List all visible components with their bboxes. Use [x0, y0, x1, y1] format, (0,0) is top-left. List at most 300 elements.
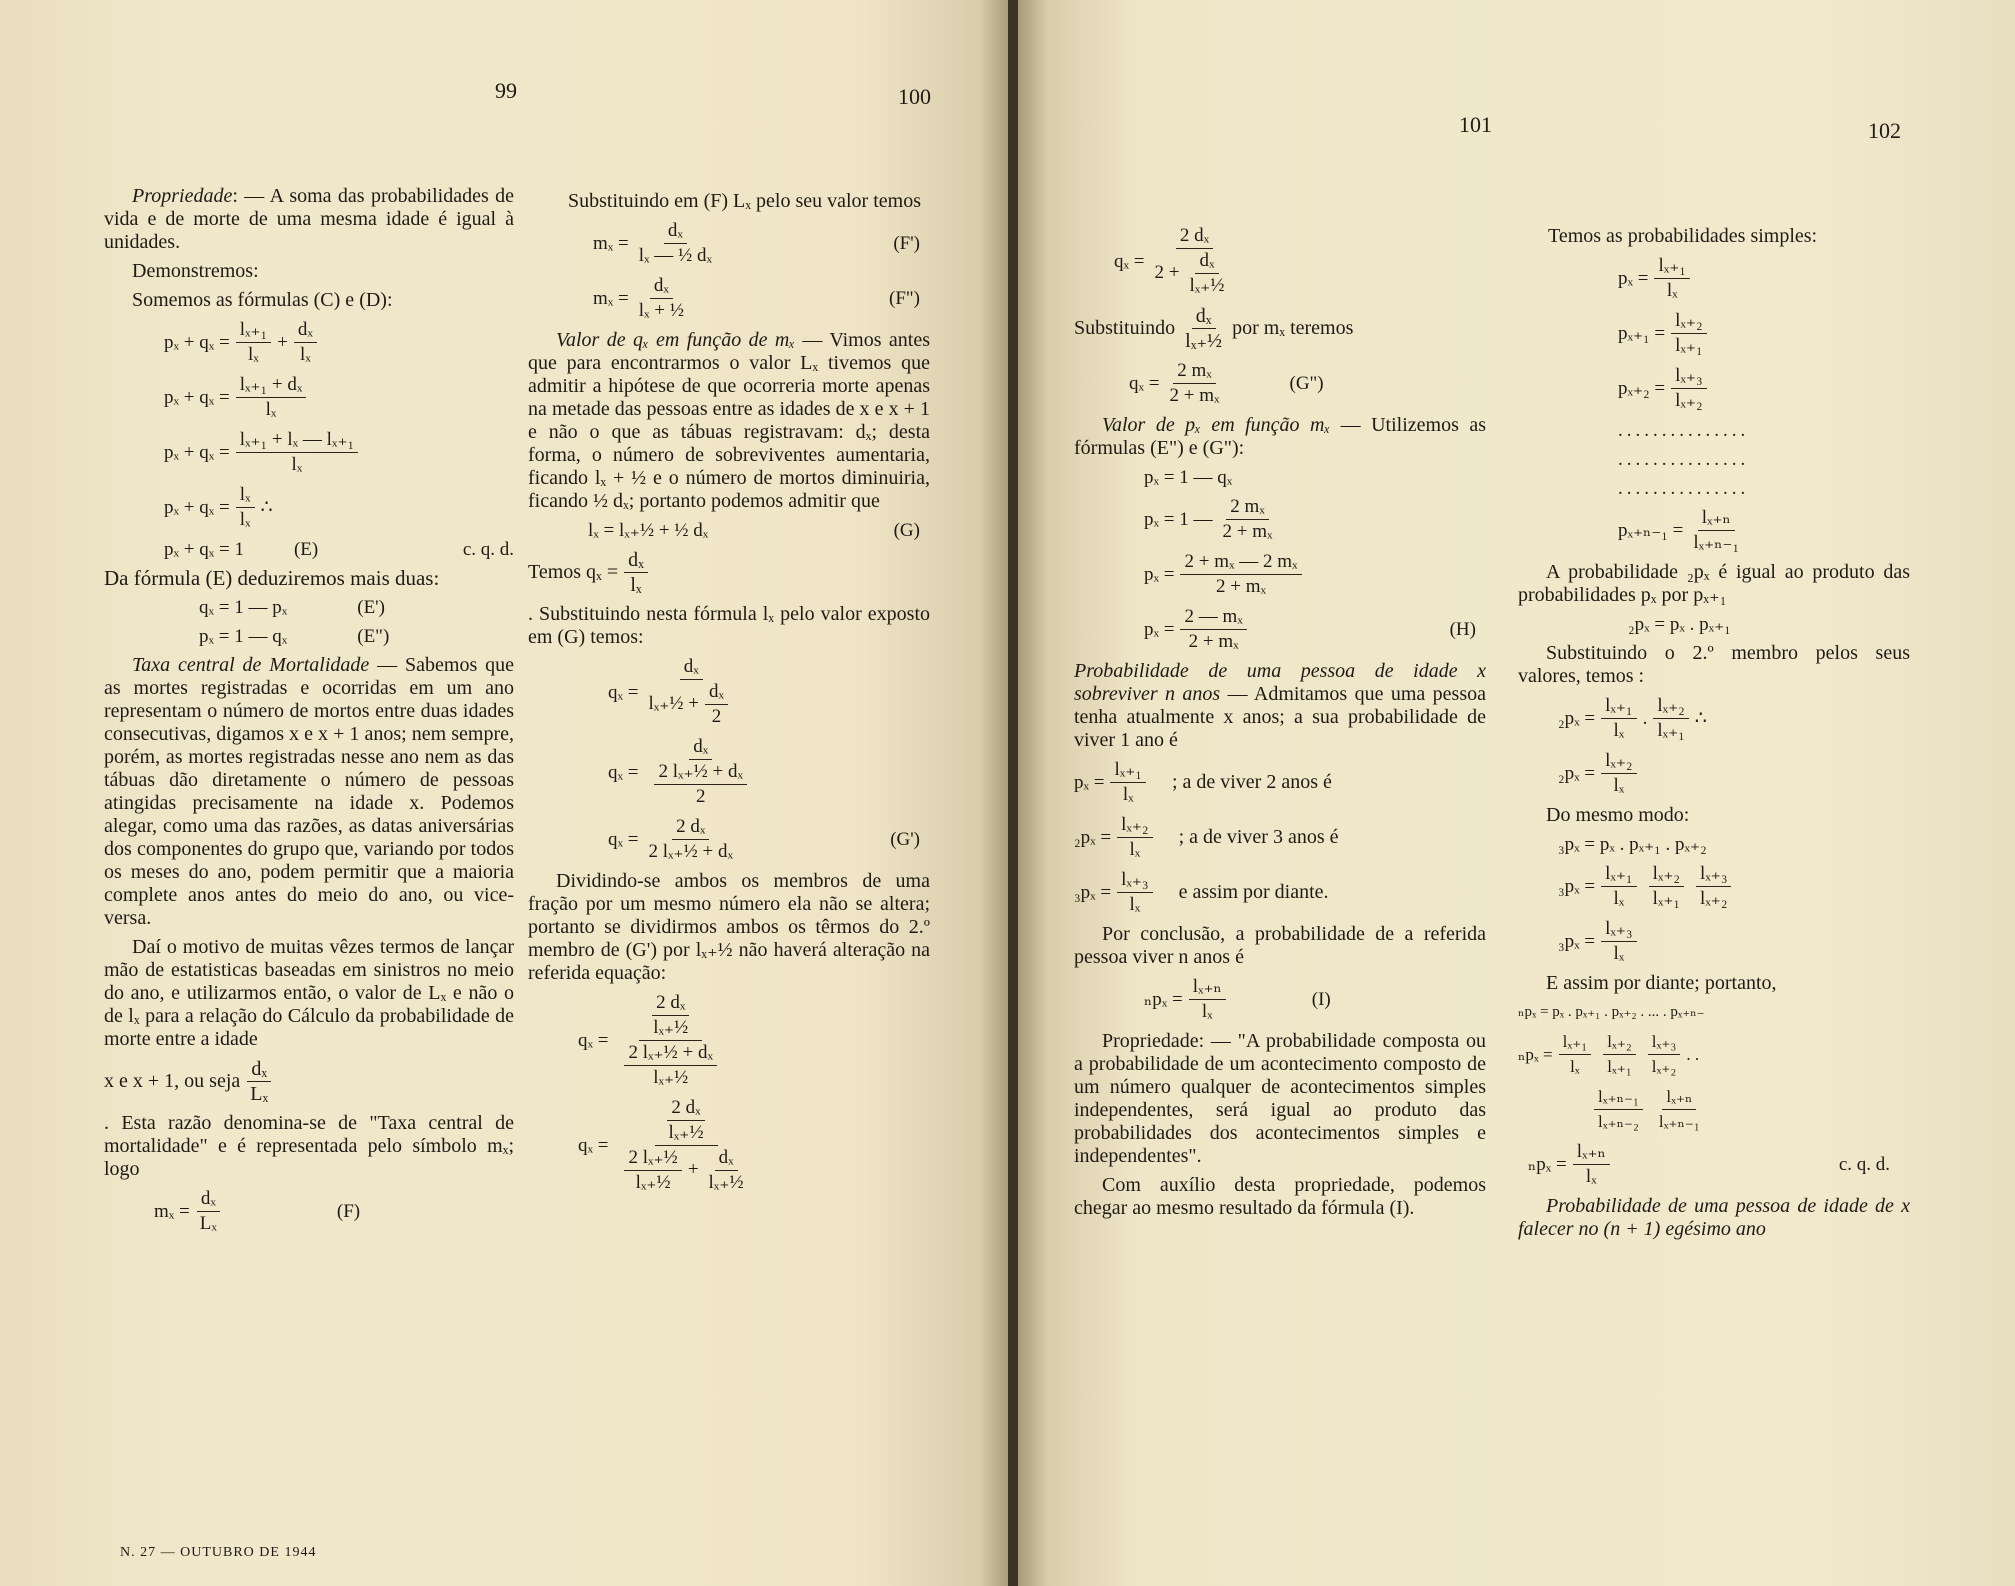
dai-text: Daí o motivo de muitas vêzes termos de lançar mão de estatisticas baseadas em sinistros no meio do ano, e utilizarmos então, o valor de Lₓ e não o de lₓ para a relação do Cálculo da probabilidade de morte entre a idade: [104, 936, 514, 1050]
fraction: [1654, 254, 1689, 303]
fraction: [1601, 694, 1636, 743]
probabilidade-paragraph: [1074, 660, 1486, 752]
page-number-102: 102: [1868, 118, 1901, 143]
eq-text: e assim por diante.: [1178, 881, 1329, 903]
fraction: [705, 1146, 748, 1195]
denominator: lₓ: [1585, 1166, 1597, 1187]
subst-post: por mₓ teremos: [1232, 317, 1354, 339]
eq-body: lₓ = lₓ₊½ + ½ dₓ: [588, 520, 709, 541]
equation-f: [154, 1187, 514, 1236]
numerator: 2 dₓ: [652, 991, 689, 1016]
equation-e3: [164, 428, 514, 477]
numerator: dₓ: [247, 1057, 271, 1082]
denominator: lₓ: [1613, 943, 1625, 964]
equation-i: [1144, 975, 1486, 1024]
equation-q1: [608, 655, 930, 729]
numerator: lₓ₊₂: [1601, 749, 1636, 774]
temos-post: . Substituindo nesta fórmula lₓ pelo valor exposto em (G) temos:: [528, 603, 930, 648]
fraction: [236, 318, 271, 367]
denominator: lₓ: [1570, 1057, 1580, 1076]
operator: +: [277, 332, 288, 353]
numerator: dₓ: [689, 735, 712, 760]
cqd: c. q. d.: [1838, 1154, 1890, 1175]
probabilidade-title: Probabilidade de uma pessoa de idade x sobreviver n anos: [1074, 660, 1486, 705]
eq-lhs: mₓ =: [593, 233, 629, 254]
den-part: lₓ₊½ +: [648, 692, 700, 714]
equation-g: [588, 519, 930, 542]
conclusao-paragraph: Por conclusão, a probabilidade de a referida pessoa viver n anos é: [1074, 923, 1486, 968]
eq-lhs: pₓ₊ₙ₋₁ =: [1618, 520, 1684, 541]
denominator: lₓ₊ₙ₋₂: [1598, 1112, 1639, 1131]
demonstremos: Demonstremos:: [132, 260, 259, 282]
equation-r8: ₃pₓ = pₓ . pₓ₊₁ . pₓ₊₂: [1558, 834, 1707, 855]
fraction: [1671, 364, 1706, 413]
numerator: lₓ₊₂: [1653, 694, 1688, 719]
cqd: c. q. d.: [462, 539, 514, 560]
dots-row: ...............: [1618, 449, 1750, 470]
numerator: dₓ: [197, 1187, 220, 1212]
numerator: lₓ₊₂: [1603, 1030, 1636, 1055]
equation-r9: [1558, 862, 1910, 911]
dai-paragraph: [104, 936, 514, 1051]
equation-s3: [1074, 868, 1486, 917]
fraction: [654, 760, 747, 809]
taxa-title: Taxa central de Mortalidade: [132, 654, 370, 676]
denominator: lₓ₊½: [668, 1122, 704, 1143]
numerator: lₓ₊₂: [1649, 862, 1684, 887]
property-text: : — A soma das probabilidades de vida e de morte de uma mesma idade é igual à unidades.: [104, 185, 514, 253]
fraction: [1559, 1030, 1592, 1079]
eq-lhs: pₓ =: [1618, 268, 1649, 289]
denominator: lₓ₊½: [653, 1067, 689, 1088]
eq-lhs: qₓ =: [608, 829, 639, 850]
operator: .: [1642, 708, 1648, 729]
denominator: lₓ: [239, 509, 251, 530]
fraction: [246, 1057, 272, 1106]
fraction: [1185, 249, 1228, 298]
equation-r4: [1618, 506, 1910, 555]
numerator: lₓ₊ₙ: [1698, 506, 1735, 531]
denominator: lₓ₊½: [708, 1172, 744, 1193]
numerator: lₓ₊ₙ: [1189, 975, 1226, 1000]
numerator: lₓ₊₂: [1671, 309, 1706, 334]
eq-lhs: ₙpₓ =: [1144, 989, 1183, 1010]
numerator: dₓ: [294, 318, 317, 343]
fraction: [1648, 1030, 1681, 1079]
substituindo-line: [1074, 304, 1486, 353]
numerator: lₓ₊₃: [1648, 1030, 1681, 1055]
denominator: lₓ — ½ dₓ: [638, 245, 713, 266]
fraction: [236, 428, 358, 477]
ellipsis: . .: [1686, 1045, 1700, 1064]
equation-p2: [1144, 495, 1486, 544]
eq-lhs: pₓ₊₂ =: [1618, 378, 1666, 399]
numerator: lₓ₊₃: [1696, 862, 1731, 887]
subst-pre: Substituindo: [1074, 317, 1176, 339]
denominator: [1150, 249, 1238, 298]
equation-q3: [608, 815, 930, 864]
denominator: [644, 680, 738, 729]
denominator: lₓ₊ₙ₋₁: [1693, 532, 1740, 553]
numerator: lₓ₊₁: [1559, 1030, 1592, 1055]
eq-tag: (F"): [889, 288, 920, 309]
right-page: [1018, 0, 2015, 1586]
eq-body: pₓ + qₓ = 1: [164, 539, 244, 560]
eq-lhs: qₓ =: [608, 761, 639, 783]
eq-lhs: qₓ =: [1129, 373, 1160, 394]
column-2: [528, 190, 930, 1201]
fraction: [1649, 862, 1684, 911]
eq-lhs: pₓ = 1 —: [1144, 509, 1213, 530]
eq-lhs: mₓ =: [154, 1201, 190, 1222]
equation-e7: [199, 625, 514, 648]
equation-p3: [1144, 550, 1486, 599]
numerator: 2 lₓ₊½ + dₓ: [654, 760, 747, 785]
equation-r10: [1558, 917, 1910, 966]
denominator: lₓ₊₁: [1675, 335, 1703, 356]
taxa-text: — Sabemos que as mortes registradas e ocorridas em um ano representam o número de mortos entre duas idades consecutivas, digamos x e x + 1 anos; nem sempre, porém, as mortes registradas nesse ano nem as das tábuas dão diretamente o número de pessoas atingidas precisamente na idade x. Podemos alegar, como uma das razões, as datas aniversárias dos componentes do grupo que, variando por todos os meses do ano, podem permitir que a maioria complete anos antes do meio do ano, ou vice-versa.: [104, 654, 515, 929]
numerator: lₓ₊₁: [1601, 862, 1636, 887]
denominator: 2 + mₓ: [1169, 385, 1220, 406]
equation-e5: [164, 538, 514, 561]
fraction: [644, 655, 738, 729]
denominator: 2: [696, 786, 706, 807]
valor-p-title: Valor de pₓ em função mₓ: [1102, 414, 1331, 436]
numerator: 2 mₓ: [1173, 359, 1216, 384]
denominator: 2: [711, 706, 722, 727]
numerator: lₓ: [236, 483, 255, 508]
fraction: [1189, 975, 1226, 1024]
eq-text: ; a de viver 2 anos é: [1171, 771, 1332, 793]
denominator: [614, 1146, 757, 1195]
dots-row: ...............: [1618, 478, 1750, 499]
equation-r7: [1558, 749, 1910, 798]
e-assim: E assim por diante; portanto,: [1546, 972, 1777, 994]
numerator: dₓ: [715, 1146, 738, 1171]
fraction: [624, 1041, 717, 1090]
eq-lhs: ₂pₓ =: [1558, 763, 1596, 784]
fraction: [1165, 359, 1223, 408]
equation-r11: ₙpₓ = pₓ . pₓ₊₁ . pₓ₊₂ . ... . pₓ₊ₙ₋: [1518, 1004, 1705, 1020]
fraction: [1601, 917, 1636, 966]
denominator: lₓ: [1613, 775, 1625, 796]
denominator: Lₓ: [250, 1083, 269, 1105]
temos-pre: Temos qₓ =: [528, 561, 619, 583]
eq-lhs: pₓ + qₓ =: [164, 387, 230, 408]
numerator: lₓ₊₁: [1601, 694, 1636, 719]
equation-r13: [1588, 1085, 1910, 1134]
eq-tag: (G'): [890, 829, 920, 850]
dots-row: ...............: [1618, 420, 1750, 441]
ou-seja-line: [104, 1057, 514, 1106]
denominator: lₓ: [265, 399, 277, 420]
equation-e2: [164, 373, 514, 422]
numerator: 2 — mₓ: [1180, 605, 1246, 630]
numerator: 2 lₓ₊½ + dₓ: [624, 1041, 717, 1066]
eq-lhs: ₃pₓ =: [1558, 931, 1596, 952]
denominator: 2 lₓ₊½ + dₓ: [648, 841, 734, 862]
propriedade-2: Propriedade: — "A probabilidade composta ou a probabilidade de um acontecimento composto de um número qualquer de acontecimentos simples independentes, será igual ao produto das probabilidades dos acontecimentos simples e independentes".: [1074, 1030, 1486, 1167]
numerator: lₓ₊₂: [1117, 813, 1152, 838]
denominator: lₓ: [1613, 720, 1625, 741]
denominator: lₓ₊½: [1185, 330, 1223, 352]
page-number-100: 100: [898, 84, 931, 109]
fraction: [1653, 694, 1688, 743]
numerator: lₓ₊₃: [1117, 868, 1152, 893]
denominator: lₓ: [1201, 1001, 1213, 1022]
numerator: dₓ: [1195, 249, 1218, 274]
eq-lhs: pₓ =: [1144, 619, 1175, 640]
eq-tag: (E"): [357, 626, 390, 647]
equation-s2: [1074, 813, 1486, 862]
eq-lhs: pₓ + qₓ =: [164, 332, 230, 353]
fraction: [196, 1187, 221, 1236]
denominator: lₓ: [1666, 280, 1678, 301]
numerator: [655, 1096, 718, 1146]
eq-tag: (F): [336, 1201, 361, 1222]
column-3: [1074, 218, 1486, 1226]
numerator: lₓ₊₁: [236, 318, 271, 343]
fraction: [1573, 1140, 1610, 1189]
numerator: lₓ₊ₙ₋₁: [1594, 1085, 1643, 1110]
fraction: [1671, 309, 1706, 358]
equation-q7: [1129, 359, 1486, 408]
do-mesmo-modo: Do mesmo modo:: [1546, 804, 1690, 826]
page-number-101: 101: [1459, 112, 1492, 137]
numerator: lₓ₊₁: [1654, 254, 1689, 279]
numerator: lₓ₊₁ + lₓ — lₓ₊₁: [236, 428, 358, 453]
denominator: lₓ₊₁: [1652, 888, 1681, 909]
valor-q-title: Valor de qₓ em função de mₓ: [556, 329, 795, 351]
fraction: [705, 680, 728, 729]
valor-p-paragraph: [1074, 414, 1486, 460]
denominator: lₓ₊₂: [1675, 390, 1703, 411]
fraction: [635, 219, 716, 268]
numerator: 2 dₓ: [672, 815, 709, 840]
eq-lhs: ₙpₓ =: [1518, 1045, 1553, 1064]
denominator: lₓ₊½: [635, 1172, 671, 1193]
eq-lhs: ₙpₓ =: [1528, 1154, 1567, 1175]
column-4: [1518, 225, 1910, 1247]
denominator: lₓ: [248, 344, 259, 365]
numerator: dₓ: [650, 274, 673, 299]
equation-p1: [1144, 466, 1486, 489]
eq-tag: (E): [293, 539, 319, 560]
numerator: lₓ₊₃: [1671, 364, 1706, 389]
numerator: dₓ: [664, 219, 687, 244]
fraction: [1601, 862, 1636, 911]
numerator: lₓ₊₃: [1601, 917, 1636, 942]
numerator: lₓ₊ₙ: [1573, 1140, 1610, 1165]
denominator: Lₓ: [199, 1213, 217, 1234]
temos-simples: Temos as probabilidades simples:: [1548, 225, 1818, 247]
equation-r1: [1618, 254, 1910, 303]
numerator: 2 dₓ: [1176, 224, 1213, 249]
ou-seja-pre: x e x + 1, ou seja: [104, 1070, 241, 1092]
numerator: 2 dₓ: [667, 1096, 704, 1121]
equation-q5: [578, 1096, 930, 1195]
fraction: [236, 483, 255, 532]
denominator: 2 + mₓ: [1222, 521, 1273, 542]
numerator: 2 mₓ: [1226, 495, 1269, 520]
fraction: [624, 1146, 681, 1195]
fraction: [1117, 813, 1152, 862]
eq-tag: (G"): [1289, 373, 1324, 394]
denominator: lₓ₊ₙ₋₁: [1658, 1112, 1700, 1131]
equation-r12: [1518, 1030, 1910, 1079]
a-probabilidade: A probabilidade ₂pₓ é igual ao produto das probabilidades pₓ por pₓ₊₁: [1518, 561, 1910, 606]
denominator: lₓ: [299, 344, 311, 365]
equation-e6: [199, 596, 514, 619]
equation-f1: [593, 219, 930, 268]
eq-lhs: ₃pₓ =: [1074, 882, 1112, 903]
fraction: [1594, 1085, 1643, 1134]
taxa-paragraph: [104, 654, 514, 930]
numerator: lₓ₊₁: [1110, 758, 1145, 783]
eq-lhs: pₓ₊₁ =: [1618, 323, 1666, 344]
denominator: 2 + mₓ: [1188, 631, 1239, 652]
denominator: lₓ: [630, 574, 642, 596]
fraction: [1117, 868, 1152, 917]
substituindo-f: Substituindo em (F) Lₓ pelo seu valor temos: [568, 190, 921, 212]
eq-lhs: pₓ =: [1144, 564, 1175, 585]
prob-falecer: [1518, 1195, 1910, 1241]
fraction: [1655, 1085, 1704, 1134]
denominator: lₓ: [1122, 784, 1134, 805]
numerator: dₓ: [680, 655, 703, 680]
eq-tag: (F'): [893, 233, 920, 254]
denominator: lₓ: [1129, 894, 1141, 915]
property-label: Propriedade: [132, 185, 233, 207]
denominator: lₓ₊₂: [1700, 888, 1728, 909]
equation-r14: [1528, 1140, 1910, 1189]
eq-tag: (E'): [357, 597, 385, 618]
fraction: [294, 318, 317, 367]
eq-body: qₓ = 1 — pₓ: [199, 597, 288, 618]
valor-p-text: — Utilizemos as fórmulas (E") e (G"):: [1074, 414, 1486, 459]
fraction: [1601, 749, 1636, 798]
fraction: [665, 1096, 708, 1145]
fraction: [1180, 550, 1301, 599]
therefore-symbol: ∴: [260, 497, 273, 518]
equation-r6: [1558, 694, 1910, 743]
therefore-symbol: ∴: [1694, 708, 1707, 729]
eq-lhs: qₓ =: [608, 681, 639, 703]
fraction: [614, 1096, 757, 1195]
footer: N. 27 — OUTUBRO DE 1944: [120, 1545, 317, 1560]
eq-lhs: pₓ + qₓ =: [164, 442, 230, 463]
equation-q6: [1114, 224, 1486, 298]
denominator: [644, 760, 757, 809]
equation-q4: [578, 991, 930, 1090]
equation-p4: [1144, 605, 1486, 654]
fraction: [1689, 506, 1743, 555]
da-formula: Da fórmula (E) deduziremos mais duas:: [104, 566, 440, 590]
fraction: [1180, 605, 1246, 654]
property-paragraph: [104, 185, 514, 254]
com-auxilio: Com auxílio desta propriedade, podemos chegar ao mesmo resultado da fórmula (I).: [1074, 1174, 1486, 1219]
probabilidade-text: — Admitamos que uma pessoa tenha atualmente x anos; a sua probabilidade de viver 1 ano é: [1074, 683, 1486, 751]
eq-body: pₓ = 1 — qₓ: [1144, 467, 1233, 488]
valor-q-paragraph: [528, 329, 930, 513]
ou-seja-post: . Esta razão denomina-se de "Taxa central de mortalidade" e é representada pelo símbolo mₓ; logo: [104, 1112, 514, 1180]
eq-lhs: qₓ =: [578, 1030, 609, 1051]
fraction: [1696, 862, 1731, 911]
equation-r3: [1618, 364, 1910, 413]
fraction: [1603, 1030, 1636, 1079]
denominator: lₓ₊½: [1189, 275, 1225, 296]
denominator: lₓ: [1613, 888, 1625, 909]
eq-tag: (G): [893, 520, 920, 541]
fraction: [1181, 304, 1226, 353]
denominator: [614, 1041, 727, 1090]
equation-f2: [593, 274, 930, 323]
fraction: [644, 815, 737, 864]
numerator: 2 lₓ₊½: [624, 1146, 681, 1171]
substituindo-2: Substituindo o 2.º membro pelos seus valores, temos :: [1518, 642, 1910, 687]
eq-body: pₓ = 1 — qₓ: [199, 626, 288, 647]
fraction: [236, 373, 307, 422]
denominator: 2 + mₓ: [1216, 576, 1267, 597]
eq-tag: (H): [1449, 619, 1476, 640]
eq-lhs: ₃pₓ =: [1558, 876, 1596, 897]
somemos: Somemos as fórmulas (C) e (D):: [132, 289, 393, 311]
column-1: [104, 185, 514, 1242]
numerator: [639, 991, 702, 1041]
eq-text: ; a de viver 3 anos é: [1178, 826, 1339, 848]
fraction: [1218, 495, 1276, 544]
fraction: [644, 735, 757, 809]
equation-e1: [164, 318, 514, 367]
equation-q2: [608, 735, 930, 809]
numerator: lₓ₊₁ + dₓ: [236, 373, 307, 398]
eq-lhs: qₓ =: [1114, 250, 1145, 272]
fraction: [649, 991, 692, 1040]
operator: +: [687, 1158, 699, 1180]
numerator: 2 + mₓ — 2 mₓ: [1180, 550, 1301, 575]
eq-lhs: ₂pₓ =: [1074, 827, 1112, 848]
fraction: [1150, 224, 1238, 298]
den-part: 2 +: [1154, 261, 1180, 283]
equation-s1: [1074, 758, 1486, 807]
denominator: lₓ + ½: [638, 300, 685, 321]
page-number-99: 99: [495, 78, 517, 103]
valor-q-text: — Vimos antes que para encontrarmos o valor Lₓ tivemos que admitir a hipótese de que ocorreria morte apenas na metade das pessoas entre as idades de x e x + 1 e não o que as tábuas registravam: dₓ; desta forma, o número de sobreviventes aumentaria, ficando lₓ + ½ e o número de mortos diminuiria, ficando ½ dₓ; portanto podemos admitir que: [528, 329, 930, 512]
eq-lhs: pₓ + qₓ =: [164, 497, 230, 518]
denominator: lₓ: [1129, 839, 1141, 860]
eq-lhs: mₓ =: [593, 288, 629, 309]
eq-lhs: pₓ =: [1074, 772, 1105, 793]
denominator: lₓ: [291, 454, 303, 475]
temos-line: [528, 548, 930, 597]
fraction: [635, 274, 688, 323]
eq-tag: (I): [1311, 989, 1331, 1010]
eq-lhs: ₂pₓ =: [1558, 708, 1596, 729]
prob-falecer-title: Probabilidade de uma pessoa de idade de x falecer no (n + 1) egésimo ano: [1518, 1195, 1910, 1240]
numerator: lₓ₊ₙ: [1662, 1085, 1696, 1110]
fraction: [1110, 758, 1145, 807]
fraction: [614, 991, 727, 1090]
numerator: dₓ: [624, 548, 648, 573]
numerator: dₓ: [1192, 304, 1216, 329]
equation-e4: [164, 483, 514, 532]
fraction: [624, 548, 648, 597]
denominator: lₓ₊½: [653, 1017, 689, 1038]
numerator: dₓ: [705, 680, 728, 705]
eq-lhs: qₓ =: [578, 1135, 609, 1156]
equation-r5: ₂pₓ = pₓ . pₓ₊₁: [1628, 614, 1731, 635]
equation-r2: [1618, 309, 1910, 358]
